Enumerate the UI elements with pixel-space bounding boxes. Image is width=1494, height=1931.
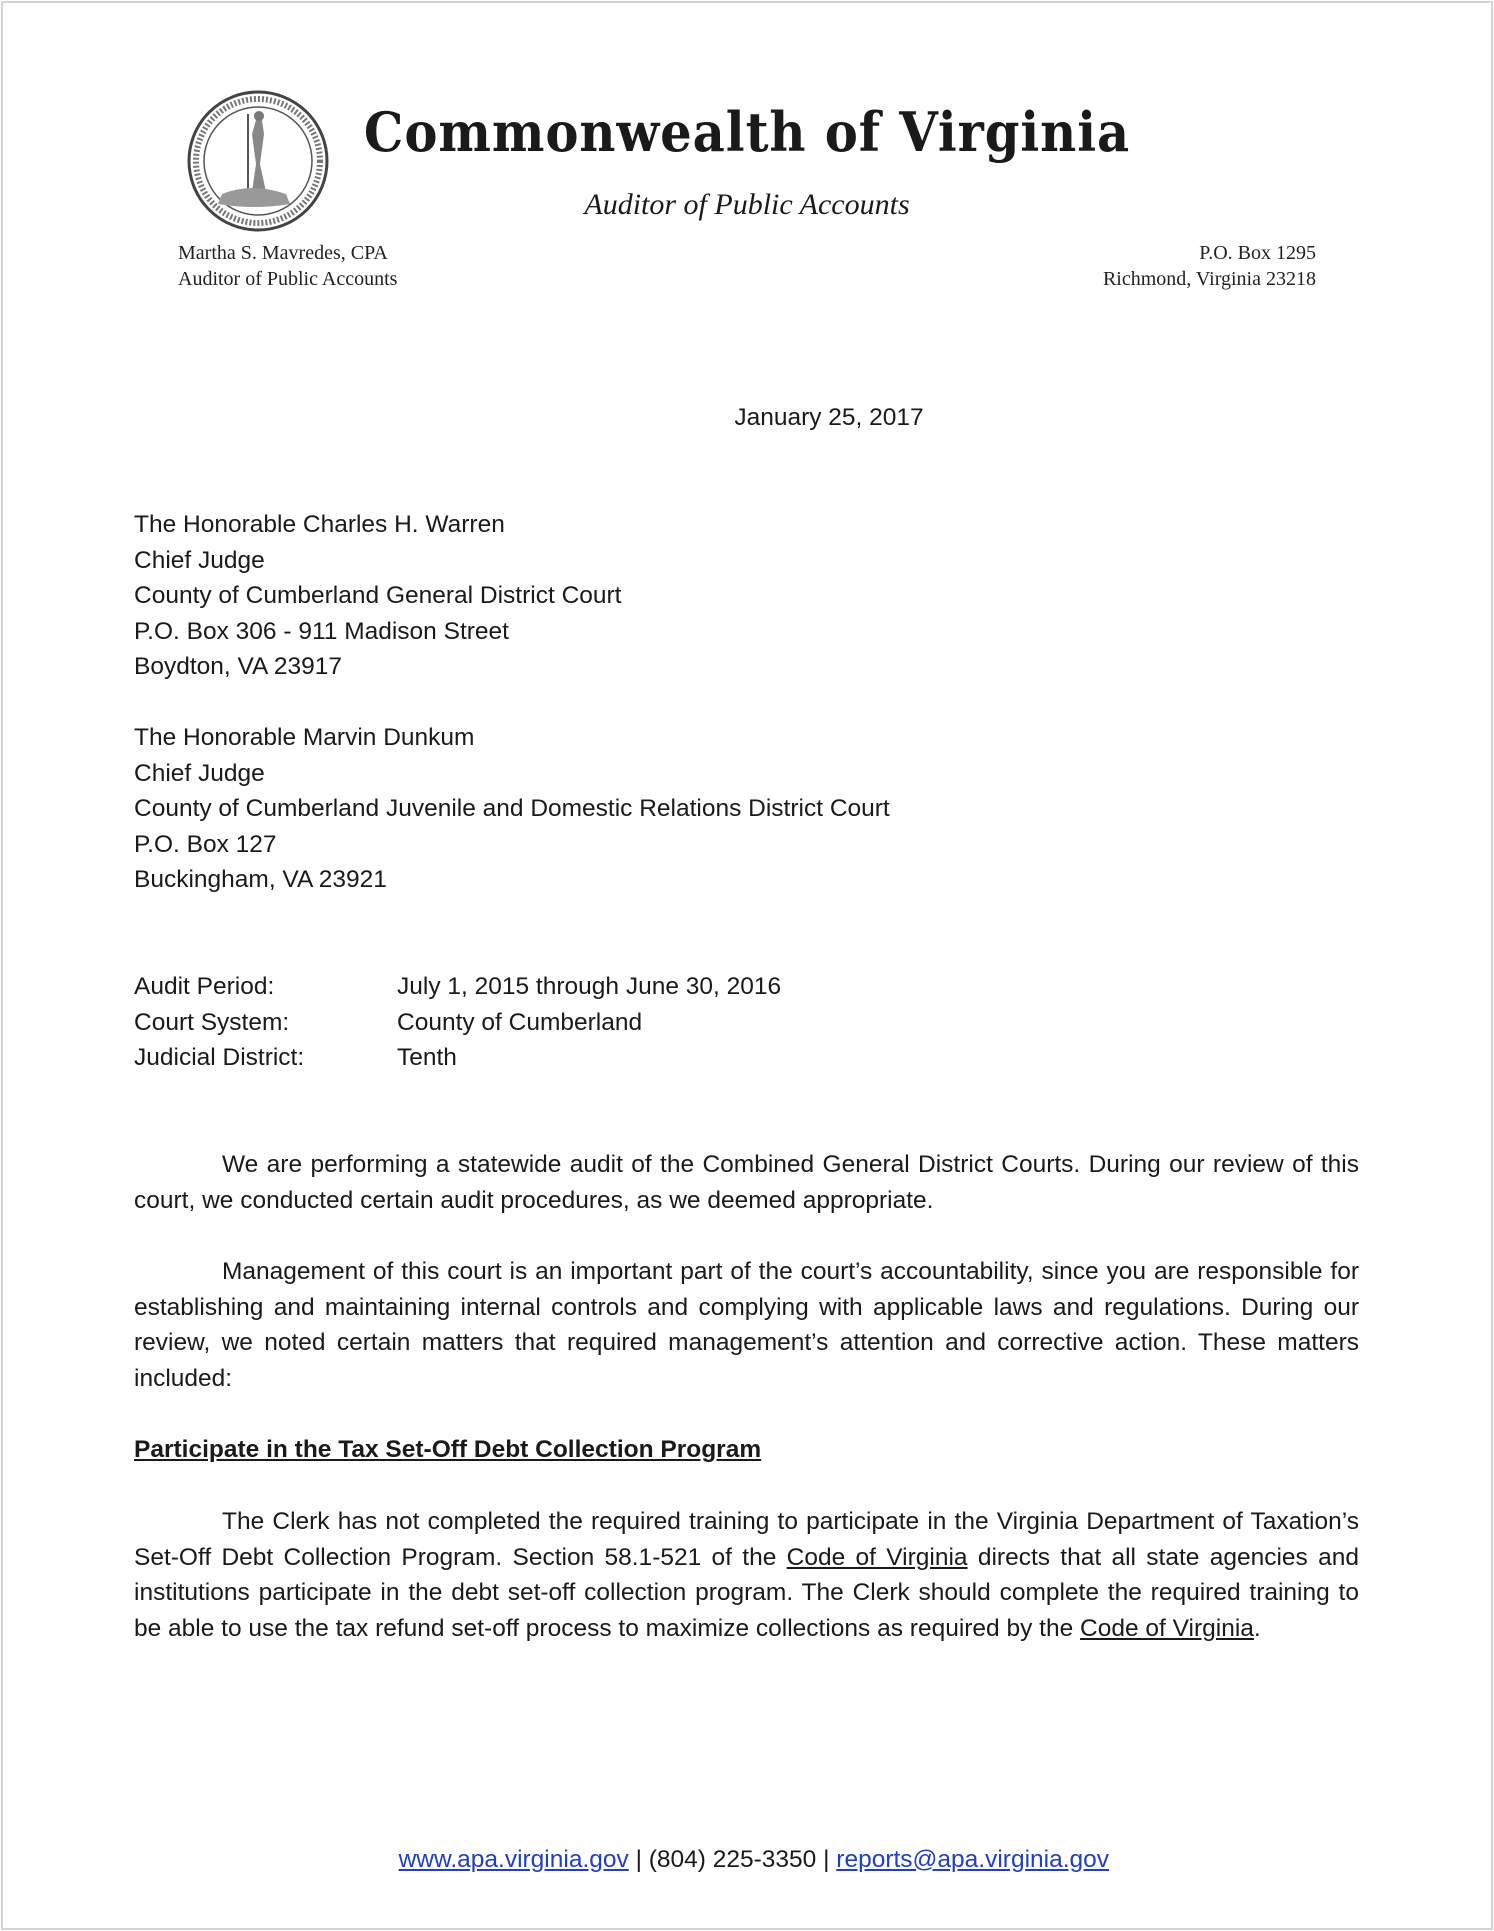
recipient-court: County of Cumberland General District Court (134, 582, 622, 610)
recipient-address-2 (134, 720, 890, 898)
paragraph-intro: We are performing a statewide audit of the Combined General District Courts. During our review of this court, we conducted certain audit procedures, as we deemed appropriate. (134, 1151, 1359, 1214)
website-link[interactable]: www.apa.virginia.gov (398, 1845, 629, 1873)
paragraph-management: Management of this court is an important part of the court’s accountability, since you are responsible for establishing and maintaining internal controls and complying with applicable laws and regulations. During our review, we noted certain matters that required management’s attention and corrective action. These matters included: (134, 1258, 1359, 1392)
recipient-court: County of Cumberland Juvenile and Domestic Relations District Court (134, 795, 890, 823)
recipient-title: Chief Judge (134, 546, 265, 574)
po-box: P.O. Box 1295 (1199, 242, 1316, 264)
email-link[interactable]: reports@apa.virginia.gov (836, 1845, 1110, 1873)
office-address-block (1103, 240, 1316, 292)
finding-text-c: . (1253, 1614, 1261, 1642)
auditor-name: Martha S. Mavredes, CPA (178, 242, 388, 264)
audit-period-row (134, 969, 781, 1005)
phone-number: (804) 225-3350 (648, 1845, 817, 1873)
judicial-district-row (134, 1040, 781, 1076)
letterhead-subtitle: Auditor of Public Accounts (584, 188, 910, 221)
finding-heading: Participate in the Tax Set-Off Debt Collection Program (134, 1436, 762, 1463)
recipient-city: Boydton, VA 23917 (134, 653, 342, 681)
recipient-name: The Honorable Marvin Dunkum (134, 724, 475, 751)
paragraph-finding (134, 1504, 1359, 1646)
recipient-name: The Honorable Charles H. Warren (134, 511, 505, 538)
court-system-label: Court System: (134, 1008, 290, 1036)
court-system-value: County of Cumberland (397, 1008, 643, 1036)
recipient-street: P.O. Box 127 (134, 830, 277, 858)
recipient-address-1 (134, 507, 621, 685)
audit-info-table (134, 969, 781, 1076)
court-system-row (134, 1005, 781, 1041)
finding-text-a: The Clerk has not completed the required training to participate in the Virginia Department of Taxation’s Set-Off Debt Collection Program. Section 58.1-521 of the (134, 1508, 1359, 1571)
audit-period-value: July 1, 2015 through June 30, 2016 (397, 973, 782, 1000)
separator: | (816, 1845, 837, 1873)
letter-date: January 25, 2017 (734, 404, 924, 431)
judicial-district-label: Judicial District: (134, 1044, 305, 1072)
auditor-name-block (178, 240, 397, 292)
separator: | (628, 1845, 649, 1873)
footer-contact (0, 1806, 1494, 1877)
code-of-virginia-ref: Code of Virginia (786, 1543, 968, 1571)
code-of-virginia-ref: Code of Virginia (1080, 1614, 1254, 1642)
recipient-street: P.O. Box 306 - 911 Madison Street (134, 617, 509, 645)
recipient-title: Chief Judge (134, 759, 265, 787)
recipient-city: Buckingham, VA 23921 (134, 866, 387, 894)
city-state-zip: Richmond, Virginia 23218 (1102, 268, 1316, 290)
audit-period-label: Audit Period: (134, 973, 275, 1000)
letterhead-title: Commonwealth of Virginia (363, 100, 1131, 164)
finding-text-b: directs that all state agencies and institutions participate in the debt set-off collection program. The Clerk should complete the required training to be able to use the tax refund set-off process to maximize collections as required by the (134, 1543, 1359, 1642)
auditor-title: Auditor of Public Accounts (178, 268, 398, 290)
judicial-district-value: Tenth (397, 1044, 457, 1072)
